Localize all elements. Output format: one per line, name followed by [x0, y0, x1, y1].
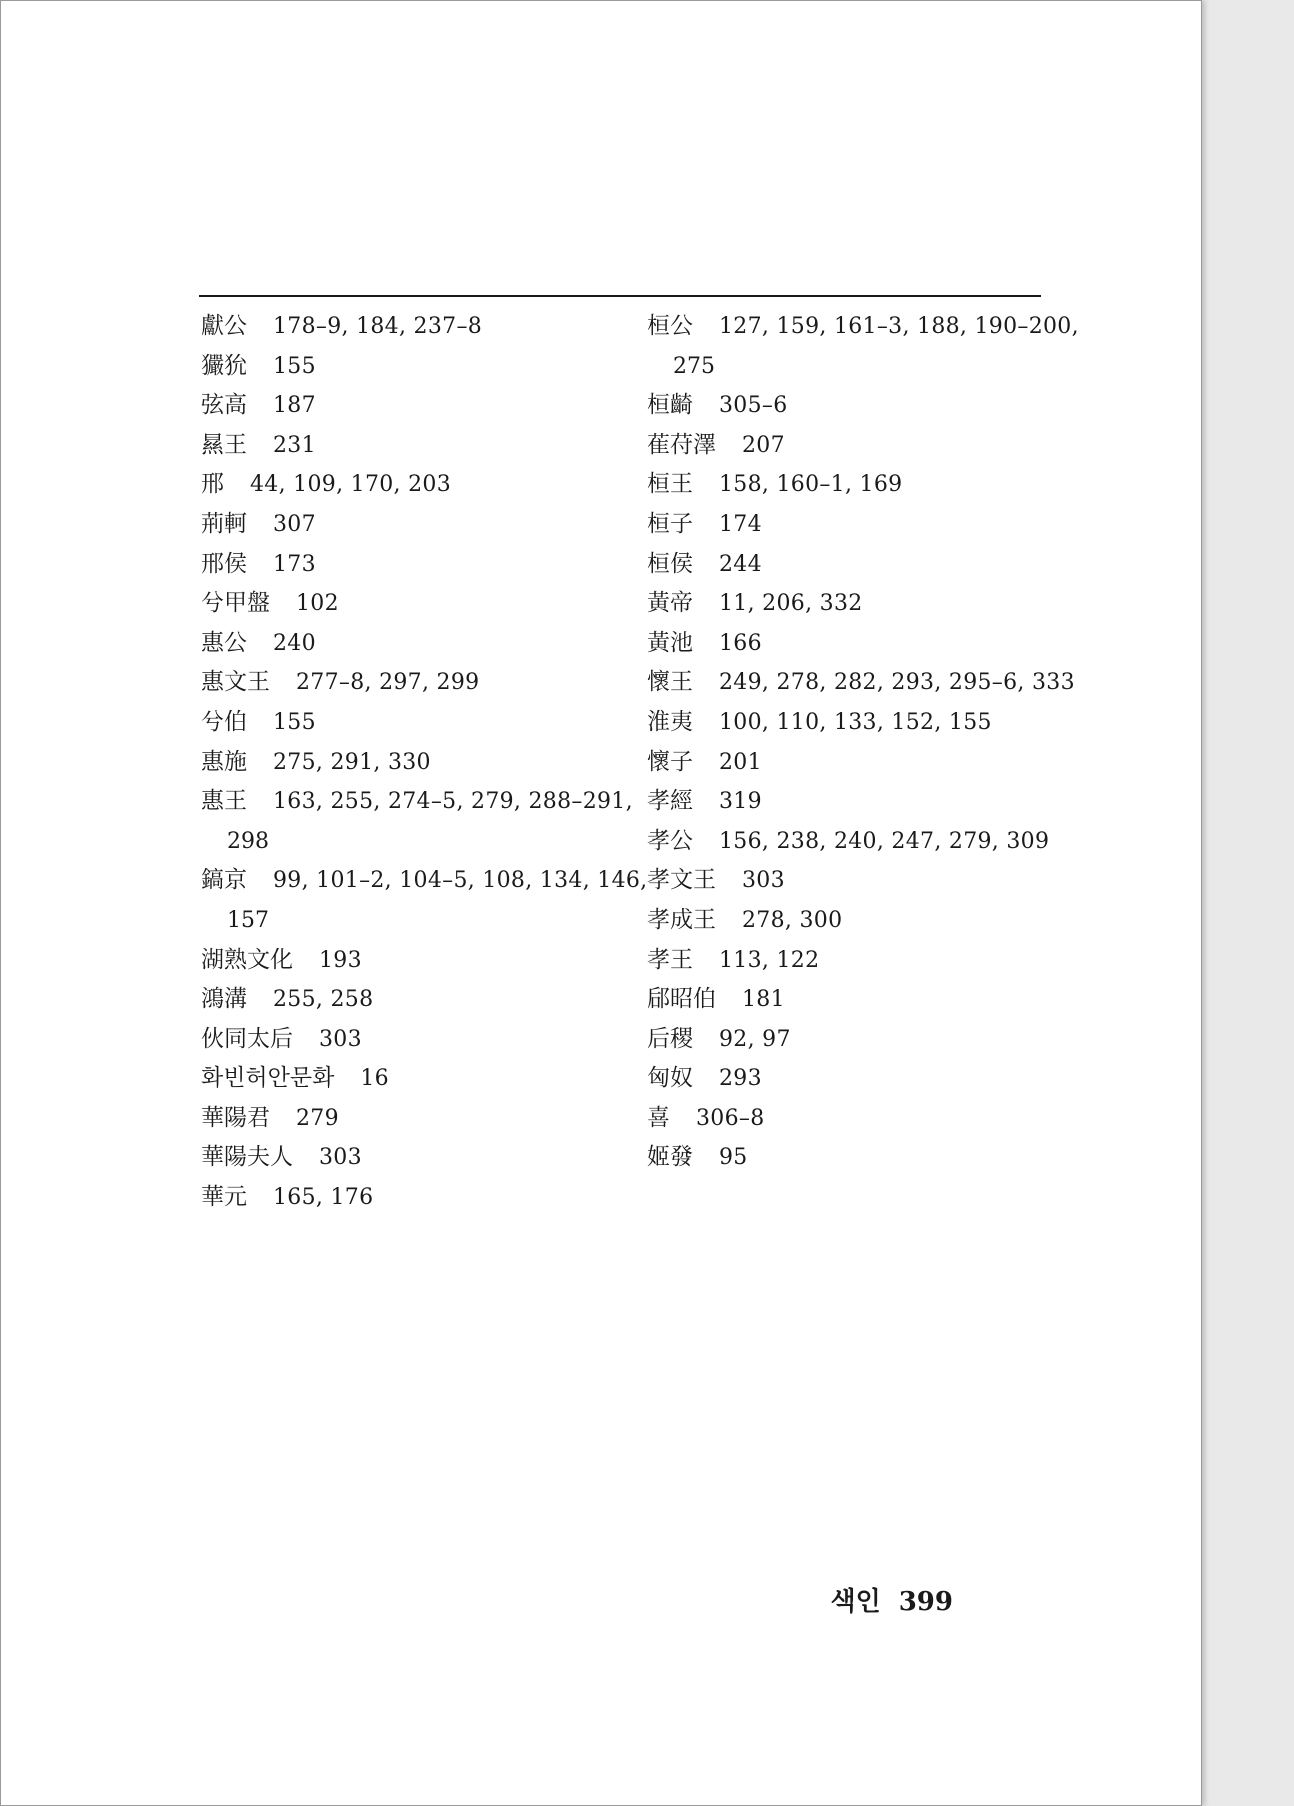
- index-term: 화빈허안문화: [201, 1065, 335, 1092]
- index-pages: 277–8, 297, 299: [296, 670, 480, 696]
- index-entry: [647, 1059, 1087, 1099]
- index-pages: 306–8: [696, 1105, 765, 1131]
- index-entry: [201, 624, 641, 664]
- index-pages: 102: [296, 591, 339, 617]
- index-entry: [201, 861, 648, 940]
- index-entry: [647, 743, 1087, 783]
- index-entry: [647, 980, 1087, 1020]
- index-entry: [647, 584, 1087, 624]
- index-pages: 303: [319, 1026, 362, 1052]
- index-term: 玁狁: [201, 352, 247, 379]
- index-entry: [201, 782, 641, 861]
- index-pages: 181: [742, 987, 785, 1013]
- index-entry: [201, 307, 641, 347]
- index-term: 兮甲盤: [201, 590, 270, 617]
- index-pages-continued: 275: [673, 353, 715, 379]
- index-term: 桓王: [647, 471, 693, 498]
- index-term: 匈奴: [647, 1065, 693, 1092]
- index-term: 桓子: [647, 510, 693, 537]
- index-entry: [201, 1178, 641, 1218]
- index-term: 獻公: [201, 313, 247, 339]
- index-pages: 279: [296, 1105, 339, 1131]
- index-pages: 16: [360, 1066, 389, 1092]
- index-column-left: [201, 307, 648, 1218]
- index-term: 華陽夫人: [201, 1144, 293, 1171]
- index-entry: [647, 426, 1087, 466]
- index-pages: 293: [719, 1066, 762, 1092]
- index-pages-continued: 298: [227, 828, 269, 854]
- index-term: 鎬京: [201, 867, 247, 894]
- index-pages: 173: [273, 551, 316, 577]
- index-term: 孝成王: [647, 906, 716, 933]
- index-term: 懷子: [647, 748, 693, 775]
- index-pages: 95: [719, 1145, 748, 1171]
- index-term: 弦高: [201, 392, 247, 419]
- index-pages: 303: [319, 1145, 362, 1171]
- index-term: 孝王: [647, 946, 693, 973]
- header-rule: [199, 295, 1041, 297]
- index-entry: [647, 941, 1087, 981]
- index-entry: [201, 743, 641, 783]
- index-term: 惠公: [201, 629, 247, 656]
- index-pages: 127, 159, 161–3, 188, 190–200,: [719, 314, 1079, 339]
- index-term: 后稷: [647, 1025, 693, 1052]
- index-term: 懷王: [647, 669, 693, 696]
- index-pages: 99, 101–2, 104–5, 108, 134, 146,: [273, 868, 648, 894]
- index-term: 兮伯: [201, 708, 247, 735]
- index-pages: 255, 258: [273, 987, 374, 1013]
- page-number: 399: [898, 1587, 953, 1617]
- index-term: 鴻溝: [201, 986, 247, 1013]
- index-pages: 275, 291, 330: [273, 749, 431, 775]
- index-term: 桓侯: [647, 550, 693, 577]
- index-entry: [647, 624, 1087, 664]
- index-term: 喜: [647, 1104, 670, 1131]
- index-term: 孝文王: [647, 867, 716, 894]
- index-entry: [647, 307, 1087, 386]
- index-pages: 319: [719, 789, 762, 815]
- index-pages: 307: [273, 511, 316, 537]
- index-column-right: [647, 307, 1087, 1178]
- index-pages: 166: [719, 630, 762, 656]
- index-term: 孝經: [647, 788, 693, 815]
- index-term: 邢侯: [201, 550, 247, 577]
- index-term: 惠文王: [201, 669, 270, 696]
- index-term: 邢: [201, 471, 224, 498]
- index-term: 淮夷: [647, 708, 693, 735]
- index-term: 黃池: [647, 629, 693, 656]
- index-pages: 163, 255, 274–5, 279, 288–291,: [273, 789, 633, 815]
- index-term: 惠王: [201, 788, 247, 815]
- index-entry: [201, 386, 641, 426]
- index-entry: [647, 901, 1087, 941]
- index-pages: 187: [273, 393, 316, 419]
- index-term: 萑苻澤: [647, 431, 716, 458]
- index-pages: 100, 110, 133, 152, 155: [719, 709, 992, 735]
- index-entry: [201, 663, 641, 703]
- index-entry: [647, 465, 1087, 505]
- index-entry: [647, 861, 1087, 901]
- index-entry: [201, 426, 641, 466]
- index-entry: [647, 545, 1087, 585]
- index-entry: [201, 941, 641, 981]
- index-pages: 207: [742, 432, 785, 458]
- index-term: 湖熟文化: [201, 946, 293, 973]
- index-pages: 44, 109, 170, 203: [250, 472, 452, 498]
- footer-section-label: 색인: [830, 1587, 881, 1617]
- index-entry: [201, 584, 641, 624]
- index-pages: 305–6: [719, 393, 788, 419]
- index-term: 孝公: [647, 827, 693, 854]
- index-pages: 303: [742, 868, 785, 894]
- index-pages: 165, 176: [273, 1185, 374, 1211]
- index-term: 郈昭伯: [647, 986, 716, 1013]
- index-entry: [647, 703, 1087, 743]
- index-pages: 155: [273, 709, 316, 735]
- index-pages: 155: [273, 353, 316, 379]
- index-term: 桓齮: [647, 392, 693, 419]
- index-pages: 11, 206, 332: [719, 591, 863, 617]
- index-entry: [201, 1059, 641, 1099]
- index-term: 伙同太后: [201, 1025, 293, 1052]
- index-entry: [201, 1099, 641, 1139]
- index-entry: [647, 663, 1087, 703]
- index-term: 桓公: [647, 313, 693, 339]
- index-term: 華元: [201, 1184, 247, 1211]
- index-term: 㬎王: [201, 431, 247, 458]
- index-pages: 278, 300: [742, 907, 843, 933]
- index-pages: 193: [319, 947, 362, 973]
- index-entry: [647, 505, 1087, 545]
- index-entry: [201, 505, 641, 545]
- index-pages: 249, 278, 282, 293, 295–6, 333: [719, 670, 1075, 696]
- index-pages: 178–9, 184, 237–8: [273, 314, 483, 339]
- index-pages: 156, 238, 240, 247, 279, 309: [719, 828, 1050, 854]
- index-pages: 201: [719, 749, 762, 775]
- page-footer: [830, 1581, 953, 1618]
- index-entry: [201, 1138, 641, 1178]
- index-pages: 240: [273, 630, 316, 656]
- index-pages-continued: 157: [227, 907, 269, 933]
- index-term: 荊軻: [201, 510, 247, 537]
- index-pages: 113, 122: [719, 947, 820, 973]
- index-entry: [201, 347, 641, 387]
- index-entry: [647, 1099, 1087, 1139]
- index-entry: [647, 1138, 1087, 1178]
- index-term: 華陽君: [201, 1104, 270, 1131]
- index-pages: 174: [719, 511, 762, 537]
- index-pages: 158, 160–1, 169: [719, 472, 903, 498]
- index-entry: [647, 782, 1087, 822]
- index-term: 姬發: [647, 1144, 693, 1171]
- index-entry: [201, 1020, 641, 1060]
- index-pages: 92, 97: [719, 1026, 791, 1052]
- index-pages: 231: [273, 432, 316, 458]
- index-entry: [201, 703, 641, 743]
- index-term: 黃帝: [647, 590, 693, 617]
- index-entry: [647, 386, 1087, 426]
- index-entry: [647, 822, 1087, 862]
- index-pages: 244: [719, 551, 762, 577]
- index-term: 惠施: [201, 748, 247, 775]
- index-entry: [647, 1020, 1087, 1060]
- index-entry: [201, 545, 641, 585]
- index-entry: [201, 980, 641, 1020]
- index-entry: [201, 465, 641, 505]
